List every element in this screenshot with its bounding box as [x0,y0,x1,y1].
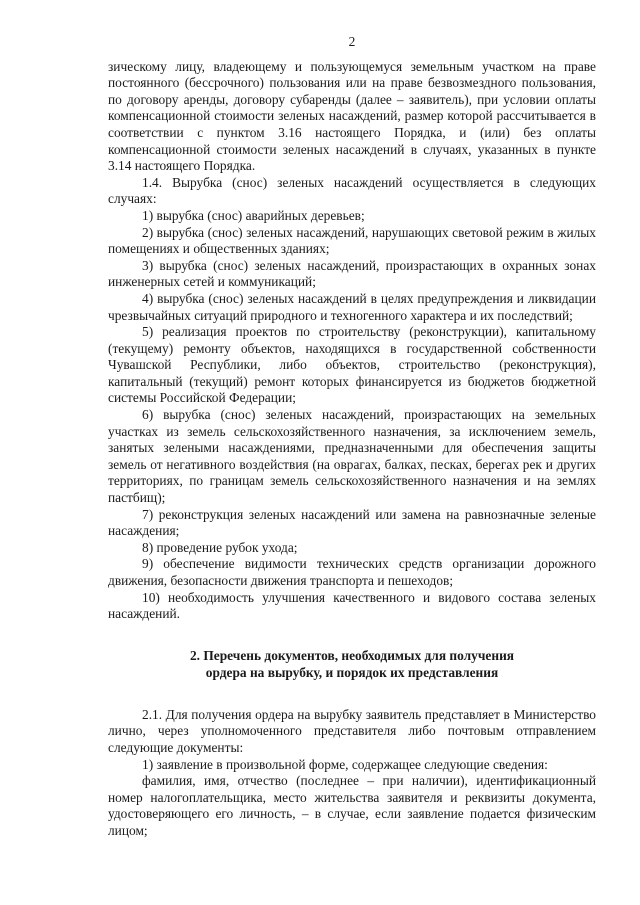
paragraph: 2.1. Для получения ордера на вырубку заявитель представляет в Министерство лично, через уполномоченного представителя либо почтовым отправлением следующие документы: [108,706,596,755]
paragraph: 10) необходимость улучшения качественного и видового состава зеленых насаждений. [108,589,596,622]
paragraph: 1) вырубка (снос) аварийных деревьев; [142,207,365,223]
page-number: 2 [348,34,356,49]
section-title [108,647,596,681]
paragraph: 7) реконструкция зеленых насаждений или замена на равнозначные зеленые насаждения; [108,506,596,539]
paragraph: 4) вырубка (снос) зеленых насаждений в целях предупреждения и ликвидации чрезвычайных ситуаций природного и техногенного характера и их последствий; [108,290,596,323]
paragraph: 1.4. Вырубка (снос) зеленых насаждений осуществляется в следующих случаях: [108,174,596,207]
paragraph: фамилия, имя, отчество (последнее – при наличии), идентификационный номер налогоплательщика, место жительства заявителя и реквизиты документа, удостоверяющего его личность, – в случае, если заявление подается физическим лицом; [108,773,596,838]
section-title-line: 2. Перечень документов, необходимых для получения [189,647,515,663]
document-page [108,34,596,840]
paragraph: 9) обеспечение видимости технических средств организации дорожного движения, безопасности движения транспорта и пешеходов; [108,556,596,588]
section-title-line: ордера на вырубку, и порядок их представления [205,664,499,680]
paragraph: 2) вырубка (снос) зеленых насаждений, нарушающих световой режим в жилых помещениях и общественных зданиях; [108,224,596,257]
paragraph: 6) вырубка (снос) зеленых насаждений, произрастающих на земельных участках из земель сельскохозяйственного назначения, за исключением земель, занятых зелеными насаждениями, предназначенными для обеспечения защиты земель от негативного воздействия (на оврагах, балках, песках, берегах рек и других территориях, по границам земель сельскохозяйственного назначения и на землях пастбищ); [108,407,596,506]
paragraph: зическому лицу, владеющему и пользующемуся земельным участком на праве постоянного (бессрочного) пользования или на праве безвозмездного пользования, по договору аренды, договору субаренды (далее – заявитель), при условии оплаты компенсационной стоимости зеленых насаждений, размер которой рассчитывается в соответствии с пунктом 3.16 настоящего Порядка, и (или) без оплаты компенсационной стоимости зеленых насаждений в случаях, указанных в пункте 3.14 настоящего Порядка. [108,58,596,174]
paragraph: 3) вырубка (снос) зеленых насаждений, произрастающих в охранных зонах инженерных сетей и коммуникаций; [108,257,596,290]
paragraph: 5) реализация проектов по строительству (реконструкции), капитальному (текущему) ремонту объектов, находящихся в государственной собственности Чувашской Республики, либо объектов, строительство (реконструкция), капитальный (текущий) ремонт которых финансируется из бюджетов бюджетной системы Российской Федерации; [108,324,596,406]
paragraph: 1) заявление в произвольной форме, содержащее следующие сведения: [142,756,548,772]
paragraph: 8) проведение рубок ухода; [142,539,298,555]
